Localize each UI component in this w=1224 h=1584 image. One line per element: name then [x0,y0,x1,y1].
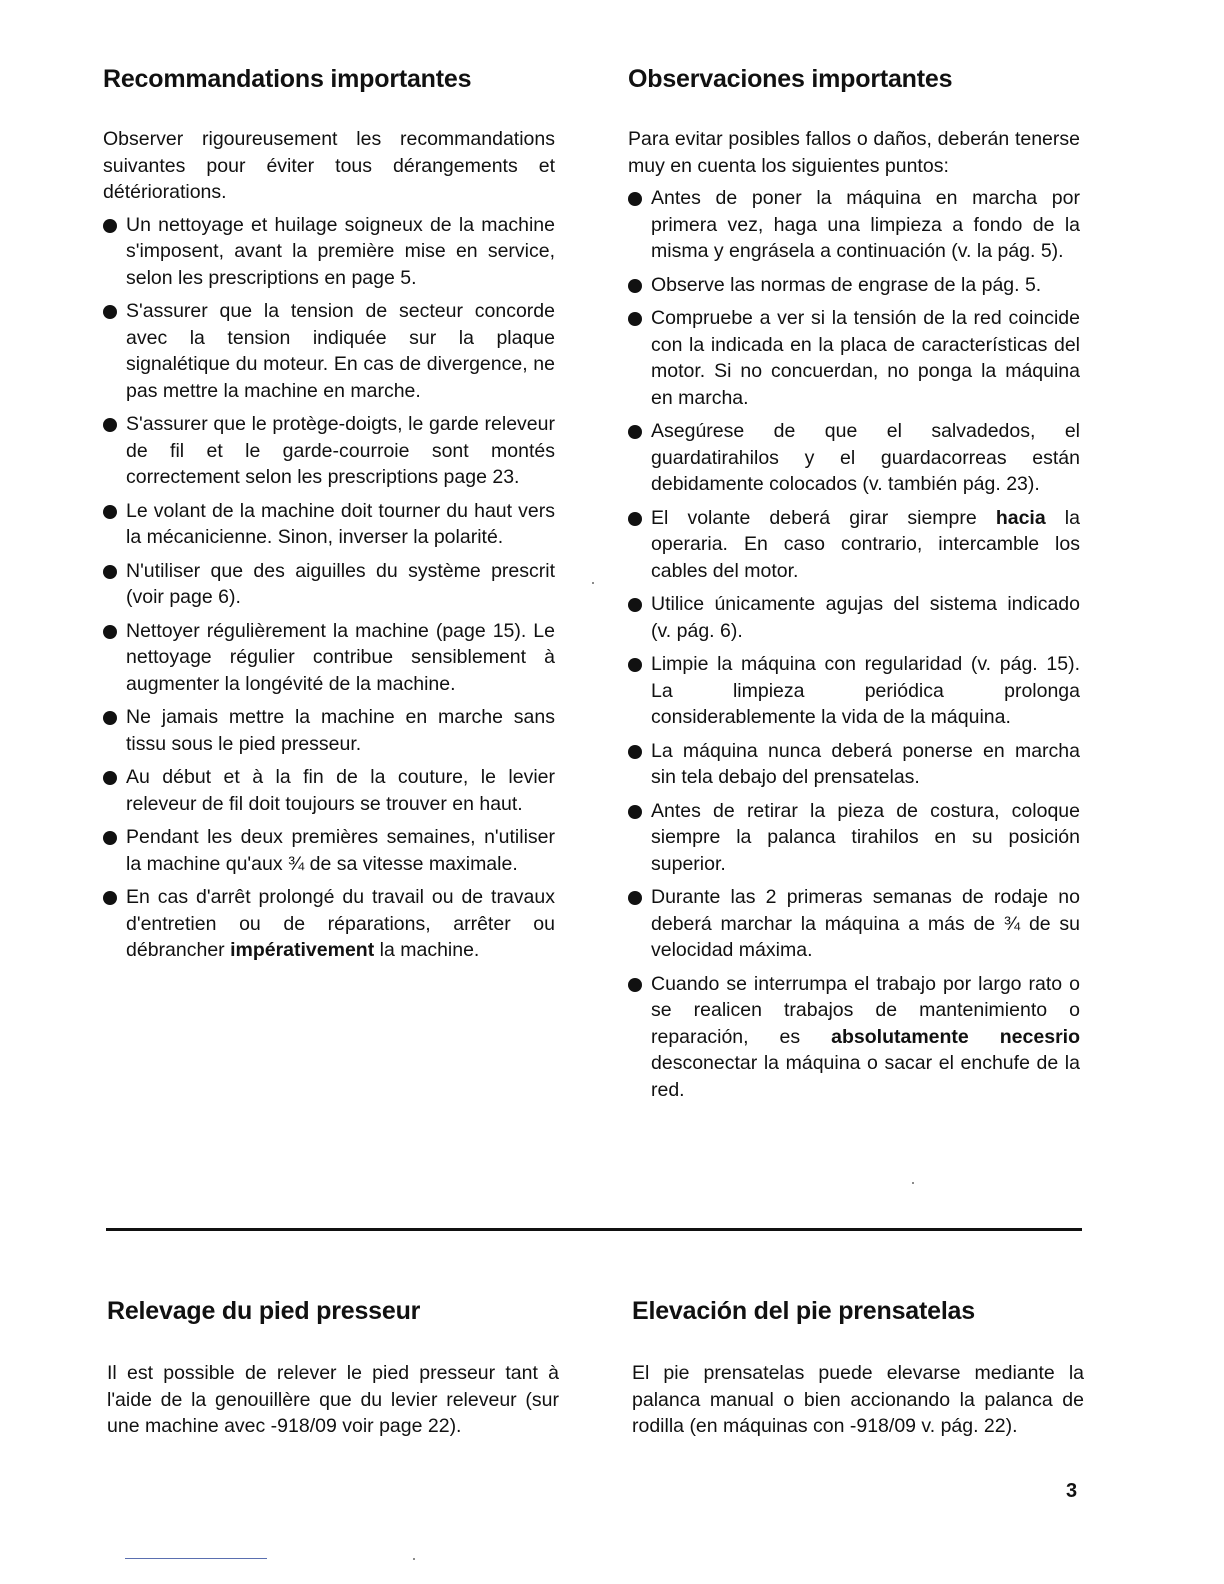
list-item-text: Pendant les deux premières semaines, n'utiliser la machine qu'aux ¾ de sa vitesse maximale. [126,826,555,875]
bullet-icon [103,831,117,845]
scan-speck [413,1558,415,1560]
list-item-text: Compruebe a ver si la tensión de la red coincide con la indicada en la placa de características del motor. Si no concuerdan, no ponga la máquina en marcha. [651,307,1080,409]
list-item [103,764,555,817]
scan-speck [912,1182,914,1184]
bullet-icon [628,745,642,759]
es-observations-title: Observaciones importantes [628,65,953,93]
list-item-text: S'assurer que le protège-doigts, le garde releveur de fil et le garde-courroie sont montés correctement selon les prescriptions page 23. [126,413,555,488]
list-item [103,498,555,551]
list-item-text: Antes de retirar la pieza de costura, coloque siempre la palanca tirahilos en su posición superior. [651,799,1080,875]
list-item [628,305,1080,411]
list-item-text: Un nettoyage et huilage soigneux de la machine s'imposent, avant la première mise en service, selon les prescriptions en page 5. [126,213,555,289]
list-item-text-before: Cuando se interrumpa el trabajo por largo rato o se realicen trabajos de mantenimiento o reparación, es [651,972,1080,1048]
list-item-emphasis: impérativement [230,939,375,961]
bullet-icon [103,505,117,519]
list-item [628,272,1080,299]
list-item [103,704,555,757]
list-item [628,971,1080,1104]
bullet-icon [628,978,642,992]
bullet-icon [628,598,642,612]
bullet-icon [103,891,117,905]
list-item-text: Le volant de la machine doit tourner du haut vers la mécanicienne. Sinon, inverser la polarité. [126,499,555,548]
list-item-emphasis: absolutamente necesrio [831,1025,1080,1048]
list-item-text-after: desconectar la máquina o sacar el enchufe de la red. [651,1052,1080,1101]
list-item-text: Durante las 2 primeras semanas de rodaje no deberá marchar la máquina a más de ¾ de su velocidad máxima. [651,886,1080,961]
list-item-text: Au début et à la fin de la couture, le levier releveur de fil doit toujours se trouver en haut. [126,766,555,815]
list-item [103,618,555,698]
es-presser-foot-section [632,1294,1084,1446]
list-item [628,738,1080,791]
list-item-text: Utilice únicamente agujas del sistema indicado (v. pág. 6). [651,593,1080,642]
list-item [628,185,1080,265]
fr-recommendations-section [103,62,555,971]
list-item-text-before: En cas d'arrêt prolongé du travail ou de travaux d'entretien ou de réparations, arrêter ou débrancher [126,886,555,961]
list-item-text: N'utiliser que des aiguilles du système prescrit (voir page 6). [126,559,555,608]
list-item-text: La máquina nunca deberá ponerse en marcha sin tela debajo del prensatelas. [651,739,1080,788]
fr-presser-foot-section [107,1294,559,1446]
section-divider [106,1228,1082,1231]
list-item [103,411,555,491]
bullet-icon [628,658,642,672]
es-presser-foot-title: Elevación del pie prensatelas [632,1297,975,1325]
bullet-icon [103,418,117,432]
list-item-text: Limpie la máquina con regularidad (v. pág. 15). La limpieza periódica prolonga considerablemente la vida de la máquina. [651,653,1080,728]
list-item-text: Asegúrese de que el salvadedos, el guardatirahilos y el guardacorreas están debidamente colocados (v. también pág. 23). [651,420,1080,495]
fr-presser-foot-title: Relevage du pied presseur [107,1297,421,1325]
list-item-text: S'assurer que la tension de secteur concorde avec la tension indiquée sur la plaque signalétique du moteur. En cas de divergence, ne pas mettre la machine en marche. [126,300,555,402]
list-item [103,212,555,292]
fr-recommendations-intro: Observer rigoureusement les recommandations suivantes pour éviter tous dérangements et détériorations. [103,128,555,203]
es-presser-foot-text: El pie prensatelas puede elevarse mediante la palanca manual o bien accionando la palanca de rodilla (en máquinas con -918/09 v. pág. 22). [632,1362,1084,1437]
list-item-emphasis: hacia [995,506,1046,529]
list-item-text-before: El volante deberá girar siempre [651,506,996,529]
bullet-icon [628,425,642,439]
bullet-icon [628,279,642,293]
list-item [103,824,555,877]
list-item [103,298,555,404]
bullet-icon [103,565,117,579]
list-item-text: Observe las normas de engrase de la pág. 5. [651,273,1042,296]
bullet-icon [628,805,642,819]
bullet-icon [103,771,117,785]
list-item [628,651,1080,731]
list-item-text: Ne jamais mettre la machine en marche sans tissu sous le pied presseur. [126,706,555,755]
es-observations-intro: Para evitar posibles fallos o daños, deberán tenerse muy en cuenta los siguientes puntos: [628,128,1080,177]
list-item [628,884,1080,964]
bullet-icon [103,625,117,639]
list-item-text: Antes de poner la máquina en marcha por primera vez, haga una limpieza a fondo de la misma y engrásela a continuación (v. la pág. 5). [651,187,1080,262]
bullet-icon [628,891,642,905]
list-item-text: Nettoyer régulièrement la machine (page 15). Le nettoyage régulier contribue sensiblement à augmenter la longévité de la machine. [126,619,555,695]
list-item [628,505,1080,585]
bullet-icon [628,512,642,526]
list-item [628,418,1080,498]
bullet-icon [628,312,642,326]
page-number: 3 [1066,1480,1078,1502]
fr-recommendations-list [103,212,555,964]
bullet-icon [103,219,117,233]
list-item [103,558,555,611]
bullet-icon [103,305,117,319]
fr-presser-foot-text: Il est possible de relever le pied presseur tant à l'aide de la genouillère que du levier releveur (sur une machine avec -918/09 voir page 22). [107,1362,559,1437]
bullet-icon [628,192,642,206]
bullet-icon [103,711,117,725]
list-item-text-after: la operaria. En caso contrario, intercamble los cables del motor. [651,506,1080,582]
list-item [628,591,1080,644]
scan-speck [592,582,594,584]
list-item [103,884,555,964]
list-item [628,798,1080,878]
scan-artifact-line [125,1558,267,1559]
fr-recommendations-title: Recommandations importantes [103,65,472,93]
es-observations-list [628,185,1080,1103]
list-item-text-after: la machine. [374,939,480,961]
es-observations-section [628,62,1080,1110]
